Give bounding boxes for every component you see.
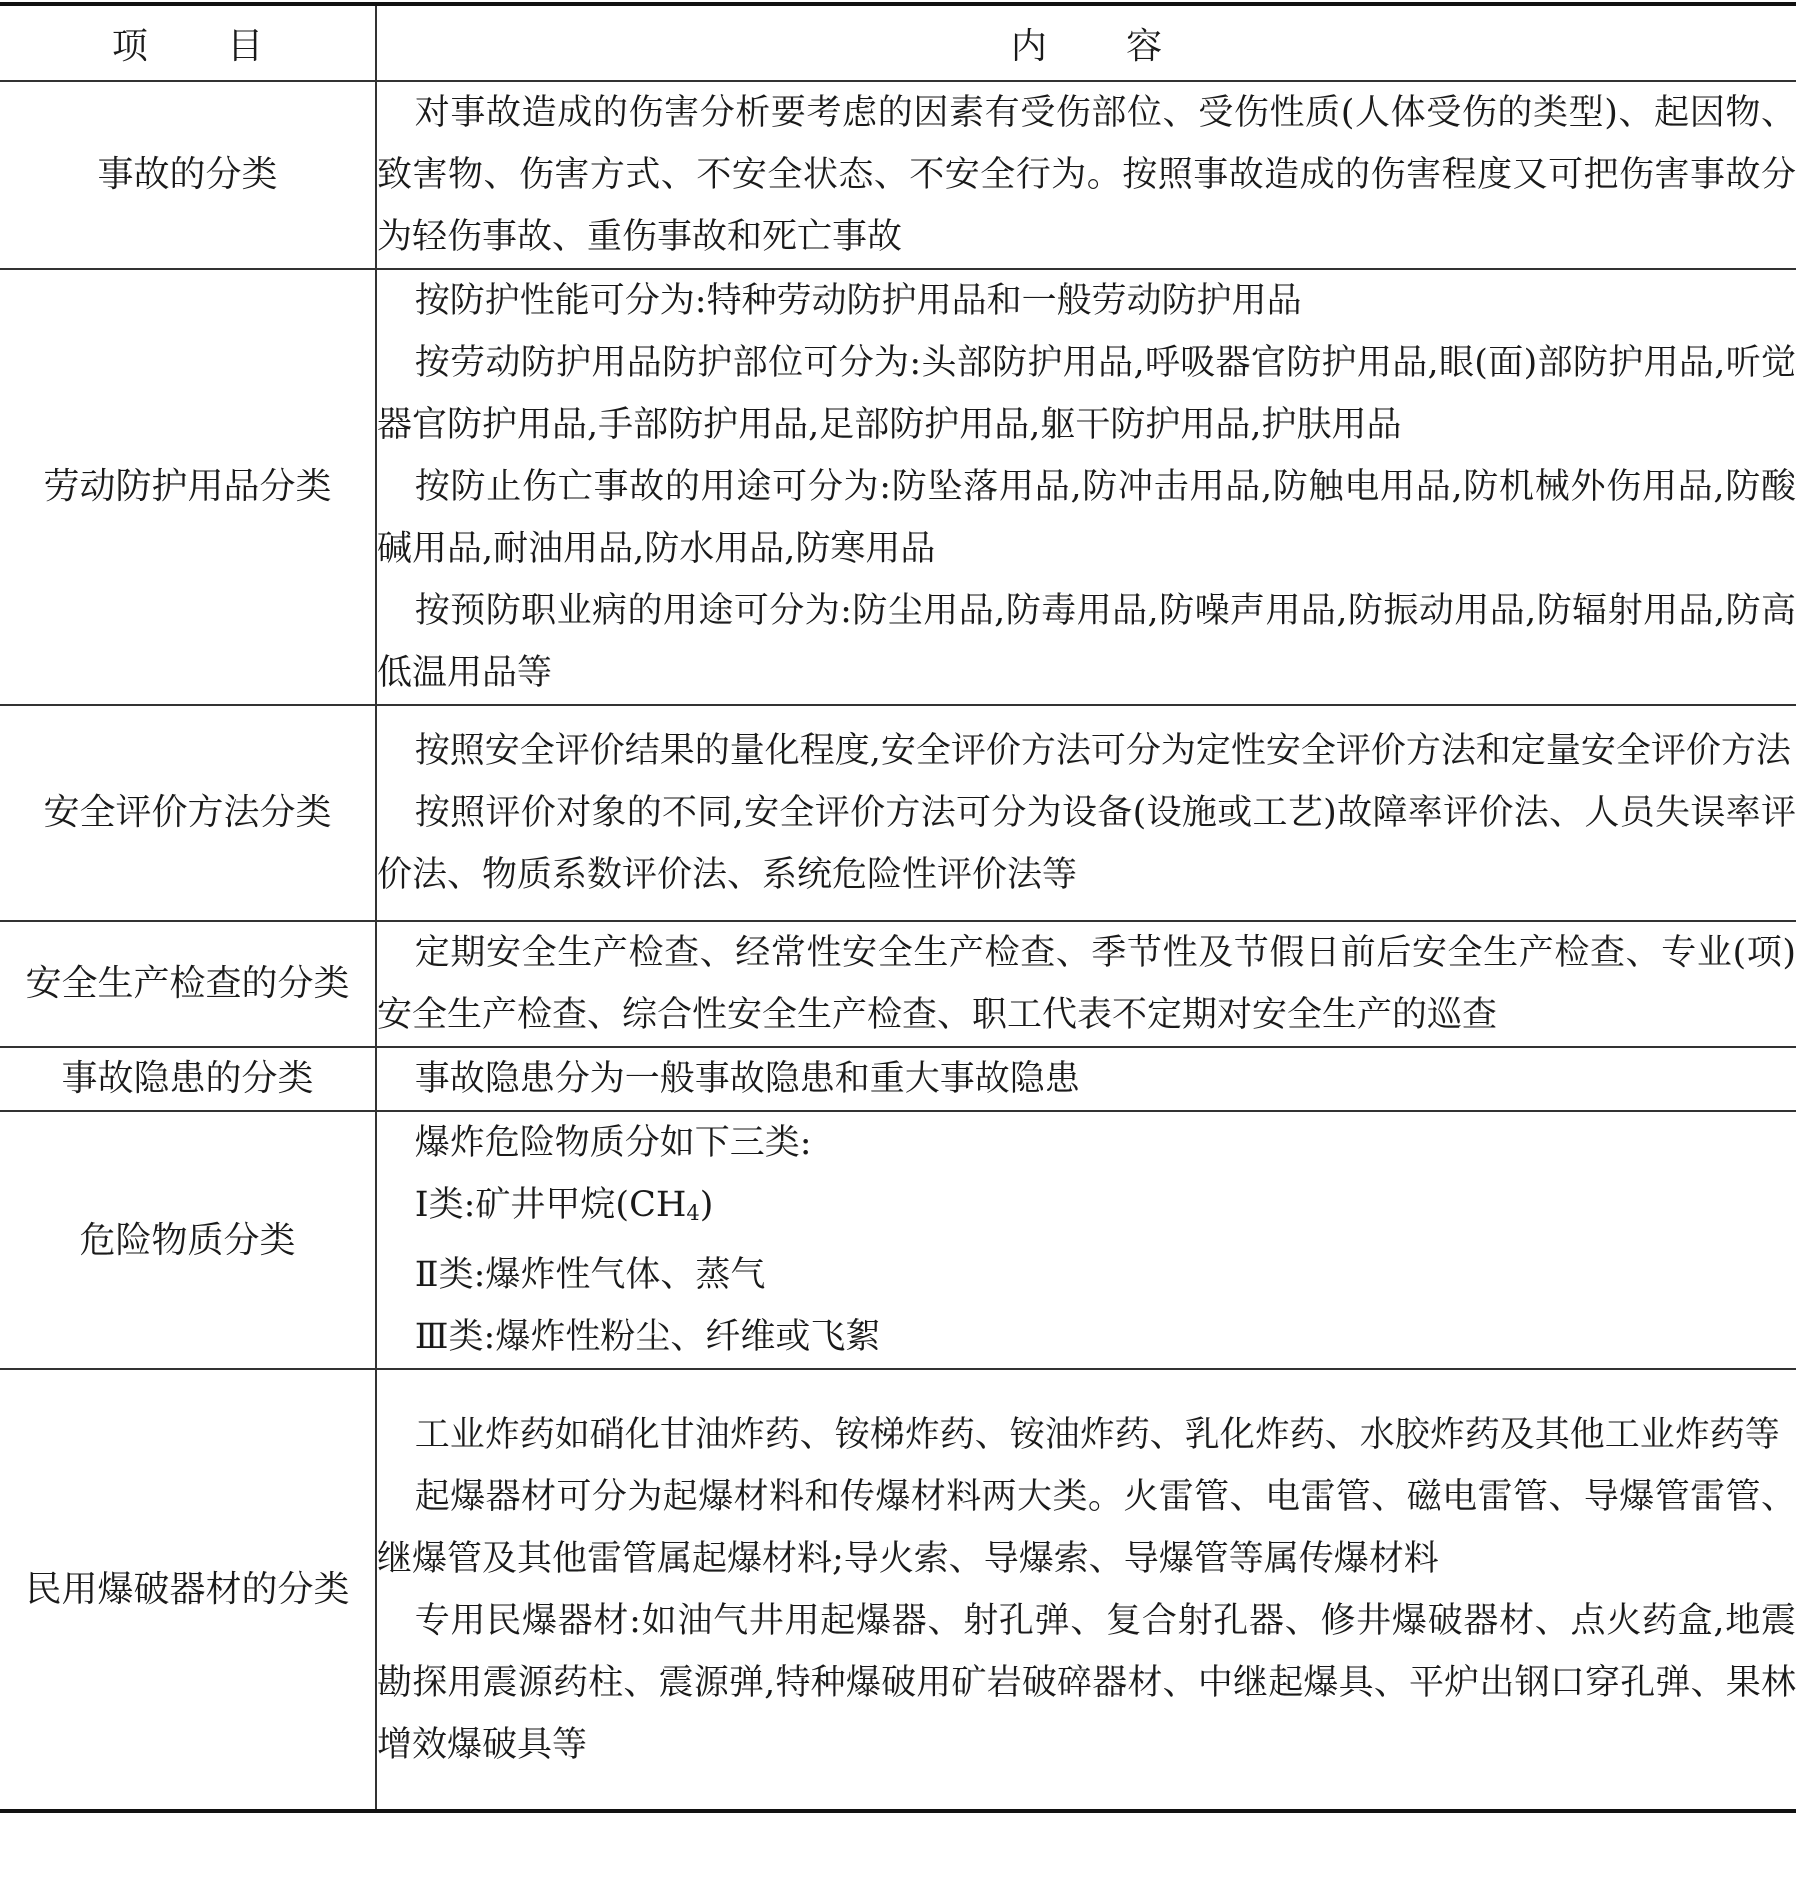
- content-paragraph: 专用民爆器材:如油气井用起爆器、射孔弹、复合射孔器、修井爆破器材、点火药盒,地震勘探用震源药柱、震源弹,特种爆破用矿岩破碎器材、中继起爆具、平炉出钢口穿孔弹、果林增效爆破具等: [377, 1600, 1796, 1765]
- row-item-label: 安全生产检查的分类: [25, 963, 350, 1005]
- class-text: 爆炸性气体、蒸气: [485, 1255, 766, 1296]
- row-item-label: 民用爆破器材的分类: [25, 1569, 350, 1611]
- content-paragraph: 事故隐患分为一般事故隐患和重大事故隐患: [414, 1059, 1080, 1099]
- header-row: [0, 4, 1796, 81]
- row-item-cell: [0, 1111, 376, 1369]
- classification-table: [0, 2, 1796, 1813]
- table-row: [0, 1047, 1796, 1111]
- row-item-cell: [0, 1047, 376, 1111]
- table-row: [0, 921, 1796, 1047]
- hazard-class-2: [377, 1244, 1796, 1306]
- hazard-class-1: [377, 1174, 1796, 1244]
- row-content-cell: [376, 1369, 1796, 1811]
- row-item-cell: [0, 1369, 376, 1811]
- hazard-class-3: [377, 1306, 1796, 1368]
- class-label: Ⅰ类:: [414, 1185, 476, 1225]
- row-item-label: 劳动防护用品分类: [43, 466, 332, 508]
- content-paragraph: 起爆器材可分为起爆材料和传爆材料两大类。火雷管、电雷管、磁电雷管、导爆管雷管、继爆管及其他雷管属起爆材料;导火索、导爆索、导爆管等属传爆材料: [377, 1476, 1796, 1579]
- class-label: Ⅲ类:: [414, 1317, 496, 1358]
- content-paragraph: 按劳动防护用品防护部位可分为:头部防护用品,呼吸器官防护用品,眼(面)部防护用品,听觉器官防护用品,手部防护用品,足部防护用品,躯干防护用品,护肤用品: [377, 343, 1796, 445]
- row-content-cell: [376, 1111, 1796, 1369]
- row-item-cell: [0, 705, 376, 921]
- row-content-cell: [376, 269, 1796, 705]
- row-item-label: 安全评价方法分类: [43, 792, 332, 834]
- class-tail: ): [699, 1185, 714, 1225]
- class-subscript: 4: [686, 1201, 700, 1226]
- content-paragraph: 对事故造成的伤害分析要考虑的因素有受伤部位、受伤性质(人体受伤的类型)、起因物、致害物、伤害方式、不安全状态、不安全行为。按照事故造成的伤害程度又可把伤害事故分为轻伤事故、重伤事故和死亡事故: [377, 93, 1796, 257]
- content-paragraph: 工业炸药如硝化甘油炸药、铵梯炸药、铵油炸药、乳化炸药、水胶炸药及其他工业炸药等: [414, 1414, 1780, 1455]
- content-paragraph: 按照评价对象的不同,安全评价方法可分为设备(设施或工艺)故障率评价法、人员失误率评价法、物质系数评价法、系统危险性评价法等: [377, 793, 1796, 895]
- table-row: [0, 705, 1796, 921]
- row-content-cell: [376, 1047, 1796, 1111]
- content-paragraph: 按预防职业病的用途可分为:防尘用品,防毒用品,防噪声用品,防振动用品,防辐射用品,防高低温用品等: [377, 591, 1796, 693]
- row-content-cell: [376, 705, 1796, 921]
- row-content-cell: [376, 81, 1796, 269]
- row-item-cell: [0, 269, 376, 705]
- row-item-label: 事故的分类: [97, 154, 278, 196]
- content-paragraph: 定期安全生产检查、经常性安全生产检查、季节性及节假日前后安全生产检查、专业(项)安全生产检查、综合性安全生产检查、职工代表不定期对安全生产的巡查: [377, 933, 1796, 1035]
- class-text: 矿井甲烷(CH: [475, 1185, 687, 1225]
- table-row: [0, 269, 1796, 705]
- table-row: [0, 1369, 1796, 1811]
- content-paragraph: 按防护性能可分为:特种劳动防护用品和一般劳动防护用品: [414, 281, 1302, 321]
- content-paragraph: 按照安全评价结果的量化程度,安全评价方法可分为定性安全评价方法和定量安全评价方法: [414, 731, 1791, 771]
- table-row: [0, 81, 1796, 269]
- content-paragraph: 按防止伤亡事故的用途可分为:防坠落用品,防冲击用品,防触电用品,防机械外伤用品,防酸碱用品,耐油用品,防水用品,防寒用品: [377, 467, 1796, 569]
- row-item-cell: [0, 921, 376, 1047]
- table-row: [0, 1111, 1796, 1369]
- row-item-label: 危险物质分类: [79, 1219, 296, 1261]
- row-content-cell: [376, 921, 1796, 1047]
- row-item-cell: [0, 81, 376, 269]
- header-content: 内容: [376, 4, 1796, 81]
- header-item: 项目: [0, 4, 376, 81]
- content-paragraph: 爆炸危险物质分如下三类:: [414, 1123, 812, 1163]
- class-label: Ⅱ类:: [414, 1255, 486, 1296]
- row-item-label: 事故隐患的分类: [61, 1058, 314, 1100]
- class-text: 爆炸性粉尘、纤维或飞絮: [495, 1317, 881, 1358]
